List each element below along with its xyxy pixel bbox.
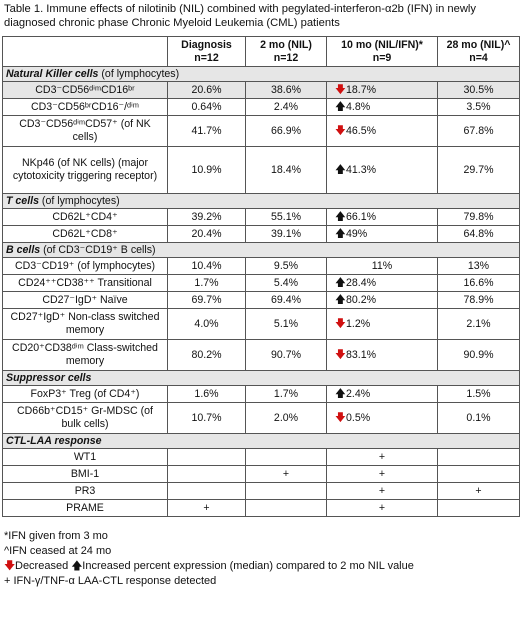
value-2mo: 39.1% [246, 226, 327, 243]
row-label: CD3⁻CD19⁺ (of lymphocytes) [3, 258, 168, 275]
header-row [3, 37, 520, 67]
table-row [3, 500, 520, 517]
value-diagnosis: 10.9% [168, 147, 246, 194]
table-row [3, 386, 520, 403]
value-2mo: 2.0% [246, 403, 327, 434]
value-10mo-text: 2.4% [346, 387, 371, 400]
value-2mo: 18.4% [246, 147, 327, 194]
red-down-arrow-icon: 🡇 [4, 560, 16, 572]
value-10mo [327, 449, 438, 466]
row-label: FoxP3⁺ Treg (of CD4⁺) [3, 386, 168, 403]
value-diagnosis: 1.7% [168, 275, 246, 292]
value-2mo: 38.6% [246, 82, 327, 99]
value-2mo [246, 449, 327, 466]
row-label: CD27⁻IgD⁺ Naïve [3, 292, 168, 309]
footnote-arrows: 🡇Decreased 🡅Increased percent expression (median) compared to 2 mo NIL value [4, 560, 414, 572]
value-diagnosis: 1.6% [168, 386, 246, 403]
row-label: CD66b⁺CD15⁺ Gr-MDSC (of bulk cells) [3, 403, 168, 434]
black-up-arrow-icon: 🡅 [335, 163, 346, 176]
table-row [3, 275, 520, 292]
value-diagnosis [168, 466, 246, 483]
value-10mo-text: 0.5% [346, 411, 371, 424]
black-up-arrow-icon: 🡅 [335, 276, 346, 289]
value-2mo: 5.4% [246, 275, 327, 292]
value-2mo: 66.9% [246, 116, 327, 147]
row-label: CD62L⁺CD8⁺ [3, 226, 168, 243]
value-10mo [327, 258, 438, 275]
table-row [3, 309, 520, 340]
value-10mo [327, 292, 438, 309]
table-row [3, 292, 520, 309]
header-2mo: 2 mo (NIL) n=12 [246, 37, 327, 67]
table-row [3, 258, 520, 275]
table-row [3, 147, 520, 194]
value-diagnosis: 80.2% [168, 340, 246, 371]
value-28mo: 1.5% [438, 386, 520, 403]
value-10mo [327, 275, 438, 292]
table-row [3, 403, 520, 434]
value-10mo-text: 46.5% [346, 124, 377, 137]
value-diagnosis: 20.4% [168, 226, 246, 243]
value-2mo: 1.7% [246, 386, 327, 403]
value-2mo: 69.4% [246, 292, 327, 309]
value-10mo-text: 11% [371, 259, 393, 272]
value-10mo-text: + [378, 467, 386, 480]
row-label: NKp46 (of NK cells) (major cytotoxicity triggering receptor) [3, 147, 168, 194]
header-empty [3, 37, 168, 67]
section-suppressor: Suppressor cells [3, 371, 520, 386]
value-10mo [327, 309, 438, 340]
value-diagnosis: 20.6% [168, 82, 246, 99]
red-down-arrow-icon: 🡇 [335, 411, 346, 424]
row-label: PRAME [3, 500, 168, 517]
value-28mo: + [438, 483, 520, 500]
value-28mo: 64.8% [438, 226, 520, 243]
black-up-arrow-icon: 🡅 [335, 227, 346, 240]
value-10mo [327, 466, 438, 483]
value-10mo [327, 99, 438, 116]
table-row [3, 449, 520, 466]
row-label: CD3⁻CD56ᵇʳCD16⁻/ᵈⁱᵐ [3, 99, 168, 116]
value-28mo: 90.9% [438, 340, 520, 371]
table-row [3, 99, 520, 116]
value-28mo: 13% [438, 258, 520, 275]
value-10mo-text: 41.3% [346, 163, 377, 176]
value-28mo: 67.8% [438, 116, 520, 147]
value-28mo: 3.5% [438, 99, 520, 116]
value-28mo [438, 449, 520, 466]
value-2mo: 55.1% [246, 209, 327, 226]
value-10mo [327, 386, 438, 403]
value-10mo [327, 82, 438, 99]
value-10mo [327, 209, 438, 226]
red-down-arrow-icon: 🡇 [335, 317, 346, 330]
table-row [3, 116, 520, 147]
value-diagnosis [168, 449, 246, 466]
value-28mo: 29.7% [438, 147, 520, 194]
value-10mo [327, 147, 438, 194]
value-10mo-text: 18.7% [346, 83, 377, 96]
value-28mo: 16.6% [438, 275, 520, 292]
footnote-ifn-start: *IFN given from 3 mo [4, 530, 108, 542]
section-t-cells: T cells (of lymphocytes) [3, 194, 520, 209]
footnotes [0, 517, 520, 589]
black-up-arrow-icon: 🡅 [335, 293, 346, 306]
value-2mo: 90.7% [246, 340, 327, 371]
black-up-arrow-icon: 🡅 [335, 387, 346, 400]
footnote-ctl: + IFN-γ/TNF-α LAA-CTL response detected [4, 575, 217, 587]
section-ctl: CTL-LAA response [3, 434, 520, 449]
immune-effects-table [2, 36, 520, 517]
row-label: CD24⁺⁺CD38⁺⁺ Transitional [3, 275, 168, 292]
table-row [3, 226, 520, 243]
value-10mo-text: + [378, 484, 386, 497]
table-row [3, 466, 520, 483]
value-28mo: 30.5% [438, 82, 520, 99]
value-10mo [327, 340, 438, 371]
value-28mo: 79.8% [438, 209, 520, 226]
value-diagnosis: 10.4% [168, 258, 246, 275]
value-28mo: 78.9% [438, 292, 520, 309]
value-2mo: + [246, 466, 327, 483]
row-label: CD3⁻CD56ᵈⁱᵐCD57⁺ (of NK cells) [3, 116, 168, 147]
table-row [3, 209, 520, 226]
value-10mo-text: 49% [346, 227, 368, 240]
table-caption: Table 1. Immune effects of nilotinib (NIL) combined with pegylated-interferon-α2b (IFN) in newly diagnosed chronic phase Chronic Myeloid Leukemia (CML) patients [4, 3, 476, 29]
value-10mo-text: 80.2% [346, 293, 377, 306]
black-up-arrow-icon: 🡅 [335, 210, 346, 223]
row-label: CD3⁻CD56ᵈⁱᵐCD16ᵇʳ [3, 82, 168, 99]
value-10mo-text: + [378, 501, 386, 514]
value-10mo-text: 83.1% [346, 348, 377, 361]
value-2mo [246, 483, 327, 500]
header-28mo: 28 mo (NIL)^ n=4 [438, 37, 520, 67]
value-10mo [327, 403, 438, 434]
value-28mo [438, 466, 520, 483]
value-2mo: 5.1% [246, 309, 327, 340]
value-diagnosis: 0.64% [168, 99, 246, 116]
table-row [3, 340, 520, 371]
value-diagnosis: 69.7% [168, 292, 246, 309]
value-28mo: 2.1% [438, 309, 520, 340]
section-nk: Natural Killer cells (of lymphocytes) [3, 67, 520, 82]
black-up-arrow-icon: 🡅 [71, 560, 83, 572]
value-diagnosis: + [168, 500, 246, 517]
value-10mo-text: 66.1% [346, 210, 377, 223]
red-down-arrow-icon: 🡇 [335, 348, 346, 361]
value-10mo [327, 116, 438, 147]
table-row [3, 82, 520, 99]
black-up-arrow-icon: 🡅 [335, 100, 346, 113]
table-row [3, 483, 520, 500]
header-10mo: 10 mo (NIL/IFN)* n=9 [327, 37, 438, 67]
value-diagnosis: 41.7% [168, 116, 246, 147]
row-label: CD20⁺CD38ᵈⁱᵐ Class-switched memory [3, 340, 168, 371]
value-10mo-text: 1.2% [346, 317, 371, 330]
value-diagnosis: 4.0% [168, 309, 246, 340]
header-diagnosis: Diagnosis n=12 [168, 37, 246, 67]
value-28mo [438, 500, 520, 517]
value-2mo [246, 500, 327, 517]
value-28mo: 0.1% [438, 403, 520, 434]
red-down-arrow-icon: 🡇 [335, 124, 346, 137]
value-10mo [327, 500, 438, 517]
red-down-arrow-icon: 🡇 [335, 83, 346, 96]
row-label: BMI-1 [3, 466, 168, 483]
value-10mo [327, 483, 438, 500]
value-10mo-text: + [378, 450, 386, 463]
value-diagnosis: 39.2% [168, 209, 246, 226]
row-label: PR3 [3, 483, 168, 500]
row-label: WT1 [3, 449, 168, 466]
value-2mo: 2.4% [246, 99, 327, 116]
value-10mo-text: 28.4% [346, 276, 377, 289]
value-diagnosis [168, 483, 246, 500]
section-b-cells: B cells (of CD3⁻CD19⁺ B cells) [3, 243, 520, 258]
row-label: CD27⁺IgD⁺ Non-class switched memory [3, 309, 168, 340]
footnote-ifn-ceased: ^IFN ceased at 24 mo [4, 545, 112, 557]
value-10mo [327, 226, 438, 243]
value-2mo: 9.5% [246, 258, 327, 275]
row-label: CD62L⁺CD4⁺ [3, 209, 168, 226]
value-10mo-text: 4.8% [346, 100, 371, 113]
value-diagnosis: 10.7% [168, 403, 246, 434]
